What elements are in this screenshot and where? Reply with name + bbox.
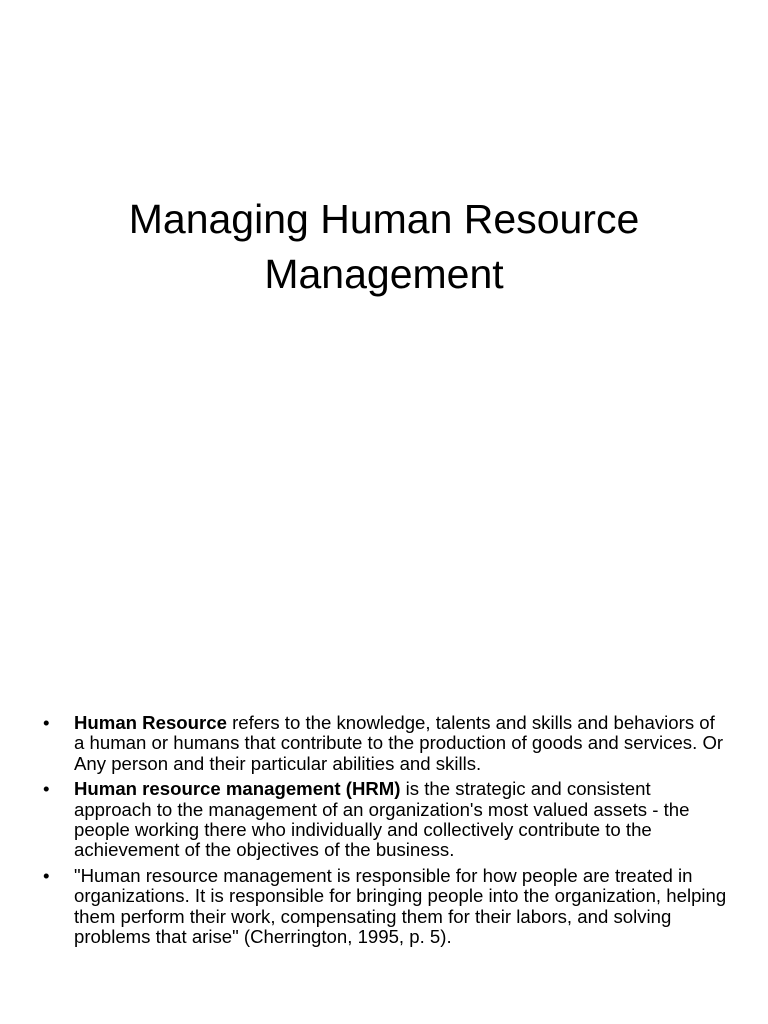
bullet-term: Human Resource (74, 712, 227, 733)
title-line-1: Managing Human Resource (128, 196, 640, 242)
bullet-marker: • (43, 778, 50, 800)
bullet-text: refers to the knowledge, talents and skills and behaviors of a human or humans that contribute to the production of goods and services. Or Any person and their particular abilities and skills. (74, 712, 724, 774)
bullet-item-quote (43, 864, 730, 948)
bullet-text: is the strategic and consistent approach to the management of an organization's most valued assets - the people working there who individually and collectively contribute to the achievement of the objectives of the business. (74, 778, 690, 861)
bullet-marker: • (43, 712, 50, 733)
bullet-item-human-resource (43, 712, 730, 774)
bullet-term: Human resource management (HRM) (74, 778, 401, 800)
title-line-2: Management (264, 251, 504, 297)
bullet-list (43, 712, 730, 952)
bullet-text: "Human resource management is responsible for how people are treated in organizations. It is responsible for bringing people into the organization, helping them perform their work, compensating them for their labors, and solving problems that arise" (Cherrington, 1995, p. 5). (74, 864, 727, 948)
bullet-item-hrm (43, 778, 730, 861)
bullet-marker: • (43, 864, 50, 886)
slide-title (40, 192, 728, 302)
